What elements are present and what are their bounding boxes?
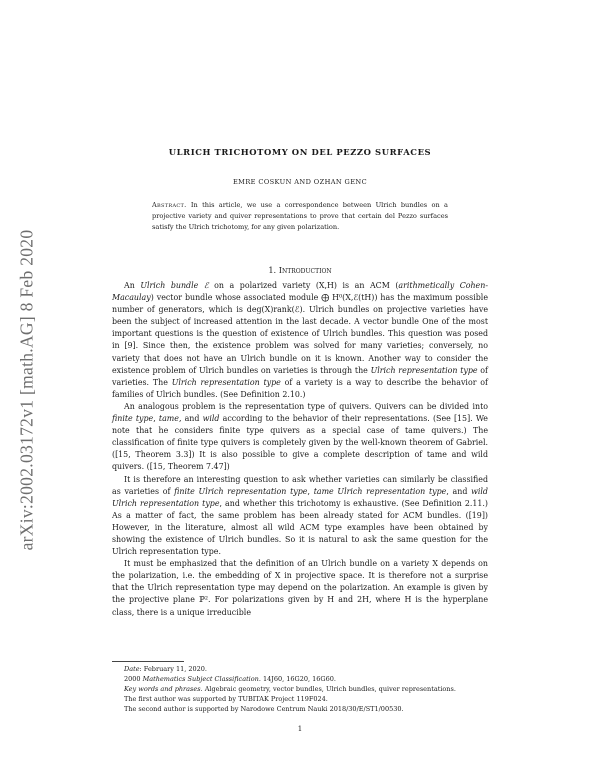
text-run-italic: Ulrich representation type <box>370 365 478 375</box>
text-run-italic: tame <box>158 414 179 424</box>
paper-authors: EMRE COSKUN AND OZHAN GENC <box>232 178 368 186</box>
paragraph-2 <box>112 401 488 474</box>
text-run: , and whether this trichotomy is exhaustive. (See Definition 2.11.) As a matter of fact, the same problem has been already stated for ACM bundles. ([19]) However, in the literature, almost all wild ACM type examples have been obtained by showing the existence of Ulrich bundles. So it is natural to ask the same question for the Ulrich representation type. <box>112 498 488 557</box>
text-run-italic: Mathematics Subject Classification. <box>142 675 261 684</box>
text-run: on a polarized variety (X,H) is an ACM ( <box>208 281 399 290</box>
text-run: It must be emphasized that the definition of an Ulrich bundle on a variety X depends on the polarization, i.e. the embedding of X in projective space. It is therefore not a surprise that the Ulrich representation type may depend on the polarization. An example is given by the projective plane ℙ². For polarizations given by H and 2H, where H is the hyperplane class, there is a unique irreducible <box>112 559 488 617</box>
footnote-rule <box>112 661 184 662</box>
text-run: , <box>307 486 314 496</box>
text-run-italic: wild <box>202 414 220 424</box>
text-run: It is therefore an interesting question to ask whether varieties can similarly be classified as varieties of <box>112 474 488 496</box>
page-number: 1 <box>297 725 303 733</box>
footnote-msc <box>112 674 488 684</box>
text-run-italic: Ulrich bundle ℰ <box>140 281 209 290</box>
section-number: 1. <box>268 265 277 275</box>
text-run-italic: Date <box>124 665 140 673</box>
text-run-italic: wild Ulrich representation type <box>112 486 488 508</box>
text-run: 14J60, 16G20, 16G60. <box>260 675 336 684</box>
section-body <box>112 280 488 619</box>
text-run: according to the behavior of their representations. (See [15]. We note that he considers finite type quivers as a special case of tame quivers.) The classification of finite type quivers is completely given by the well-known theorem of Gabriel. ([15, Theorem 3.3]) It is also possible to give a complete description of tame and wild quivers. ([15, Theorem 7.47]) <box>112 414 488 472</box>
abstract <box>152 200 448 232</box>
text-run: of varieties. The <box>112 365 488 387</box>
text-run: ) vector bundle whose associated module ⨁ H⁰(X,ℰ(tH)) has the maximum possible number of generators, which is deg(X)rank(ℰ). Ulrich bundles on projective varieties have been the subject of increased attention in the last decade. A vector bundle One of the most important questions is the question of existence of Ulrich bundles. This question was posed in [9]. Since then, the existence problem was solved for many varieties; conversely, no variety that does not have an Ulrich bundle on it is known. Another way to consider the existence problem of Ulrich bundles on varieties is through the <box>112 293 488 375</box>
text-run: , and <box>178 414 203 424</box>
footnote-funding-2: The second author is supported by Narodowe Centrum Nauki 2018/30/E/ST1/00530. <box>124 705 404 714</box>
text-run: , and <box>446 486 472 496</box>
text-run: An <box>124 281 141 290</box>
footnote-date <box>112 664 488 674</box>
arxiv-identifier: arXiv:2002.03172v1 [math.AG] 8 Feb 2020 <box>16 229 37 551</box>
section-heading <box>112 265 488 275</box>
text-run-italic: finite type <box>112 414 154 424</box>
abstract-label: Abstract. <box>152 201 187 209</box>
text-run: 2000 <box>124 675 143 684</box>
paragraph-3 <box>112 474 488 559</box>
arxiv-sidebar <box>12 180 42 600</box>
text-run-italic: tame Ulrich representation type <box>313 486 447 496</box>
text-run: An analogous problem is the representation type of quivers. Quivers can be divided into <box>124 401 488 411</box>
text-run: , <box>153 414 159 424</box>
text-run-italic: Ulrich representation type <box>171 377 281 387</box>
text-run-italic: finite Ulrich representation type <box>174 486 308 496</box>
paragraph-1 <box>112 280 488 401</box>
paper-title: ULRICH TRICHOTOMY ON DEL PEZZO SURFACES <box>168 147 432 157</box>
paragraph-4 <box>112 558 488 618</box>
text-run-italic: arithmetically Cohen-Macaulay <box>112 281 488 303</box>
text-run-italic: Key words and phrases. <box>124 685 203 694</box>
abstract-text: In this article, we use a correspondence between Ulrich bundles on a projective variety and quiver representations to prove that certain del Pezzo surfaces satisfy the Ulrich trichotomy, for any given polarization. <box>152 201 448 231</box>
footnote-funding-1: The first author was supported by TUBITAK Project 119F024. <box>124 695 328 704</box>
footnotes <box>112 664 488 714</box>
section-title: Introduction <box>278 265 332 275</box>
text-run: Algebraic geometry, vector bundles, Ulrich bundles, quiver representations. <box>202 685 456 694</box>
footnote-keywords <box>112 684 488 694</box>
text-run: of a variety is a way to describe the behavior of families of Ulrich bundles. (See Definition 2.10.) <box>112 377 488 399</box>
text-run: : February 11, 2020. <box>139 665 207 673</box>
